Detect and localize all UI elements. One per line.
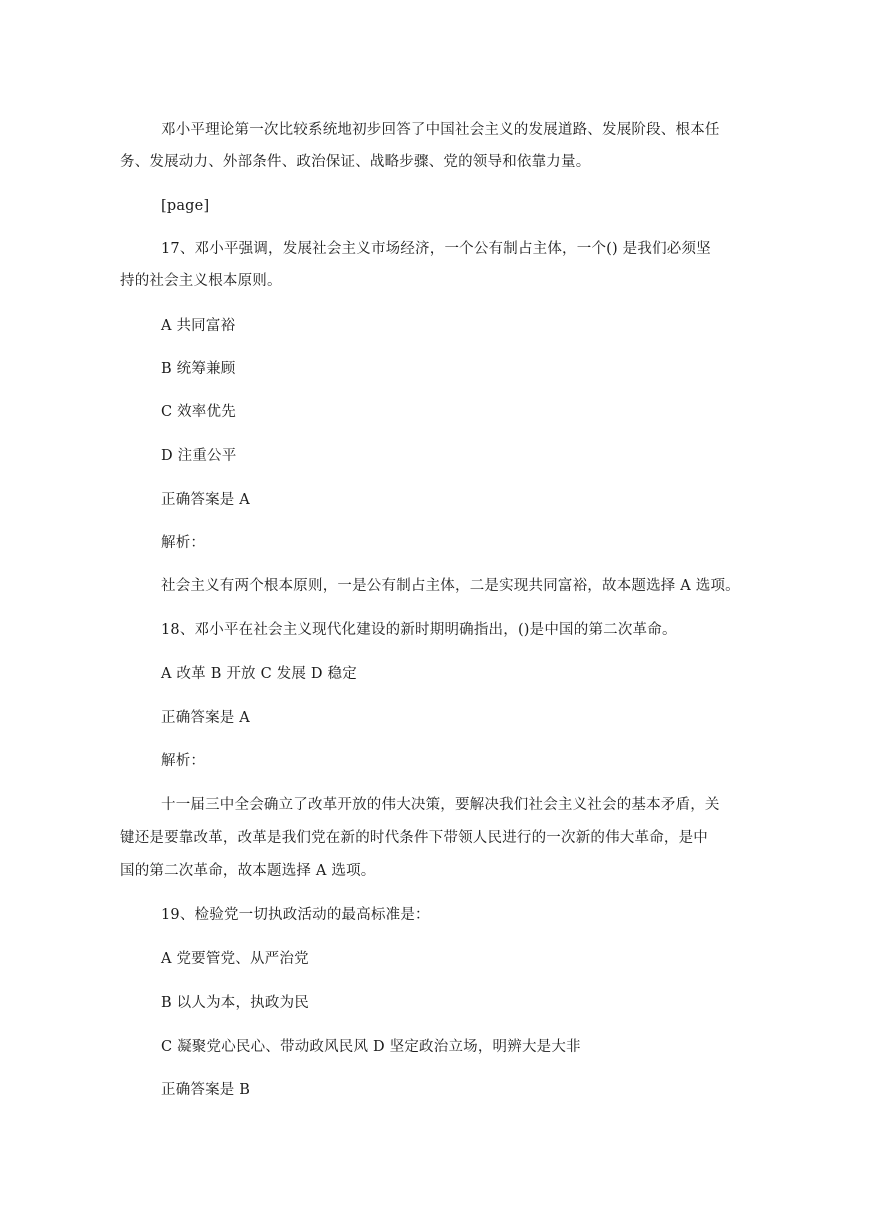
- option-b: B 以人为本，执政为民: [161, 995, 309, 1011]
- analysis-label: 解析：: [161, 753, 206, 769]
- analysis-17: 社会主义有两个根本原则，一是公有制占主体，二是实现共同富裕，故本题选择 A 选项。: [161, 578, 740, 594]
- analysis-18: 十一届三中全会确立了改革开放的伟大决策，要解决我们社会主义社会的基本矛盾，关: [161, 797, 720, 813]
- analysis-18: 键还是要靠改革，改革是我们党在新的时代条件下带领人民进行的一次新的伟大革命，是中: [120, 830, 708, 846]
- paragraph-line: 务、发展动力、外部条件、政治保证、战略步骤、党的领导和依靠力量。: [120, 154, 591, 170]
- analysis-label: 解析：: [161, 535, 206, 551]
- option-c: C 效率优先: [161, 404, 236, 420]
- option-a: A 共同富裕: [161, 318, 236, 334]
- options-18: A 改革 B 开放 C 发展 D 稳定: [161, 666, 357, 682]
- question-17-text: 持的社会主义根本原则。: [120, 273, 282, 289]
- analysis-18: 国的第二次革命，故本题选择 A 选项。: [120, 863, 376, 879]
- option-d: D 注重公平: [161, 448, 237, 464]
- question-19-text: 19、检验党一切执政活动的最高标准是：: [161, 907, 430, 923]
- answer-18: 正确答案是 A: [161, 710, 250, 726]
- page-marker: [page]: [161, 198, 210, 214]
- options-c-d: C 凝聚党心民心、带动政风民风 D 坚定政治立场，明辨大是大非: [161, 1039, 581, 1055]
- question-17-text: 17、邓小平强调，发展社会主义市场经济，一个公有制占主体，一个() 是我们必须坚: [161, 241, 711, 257]
- answer-19: 正确答案是 B: [161, 1082, 251, 1098]
- option-b: B 统筹兼顾: [161, 361, 236, 377]
- question-18-text: 18、邓小平在社会主义现代化建设的新时期明确指出，()是中国的第二次革命。: [161, 622, 677, 638]
- paragraph-line: 邓小平理论第一次比较系统地初步回答了中国社会主义的发展道路、发展阶段、根本任: [161, 122, 720, 138]
- option-a: A 党要管党、从严治党: [161, 951, 309, 967]
- answer-17: 正确答案是 A: [161, 492, 250, 508]
